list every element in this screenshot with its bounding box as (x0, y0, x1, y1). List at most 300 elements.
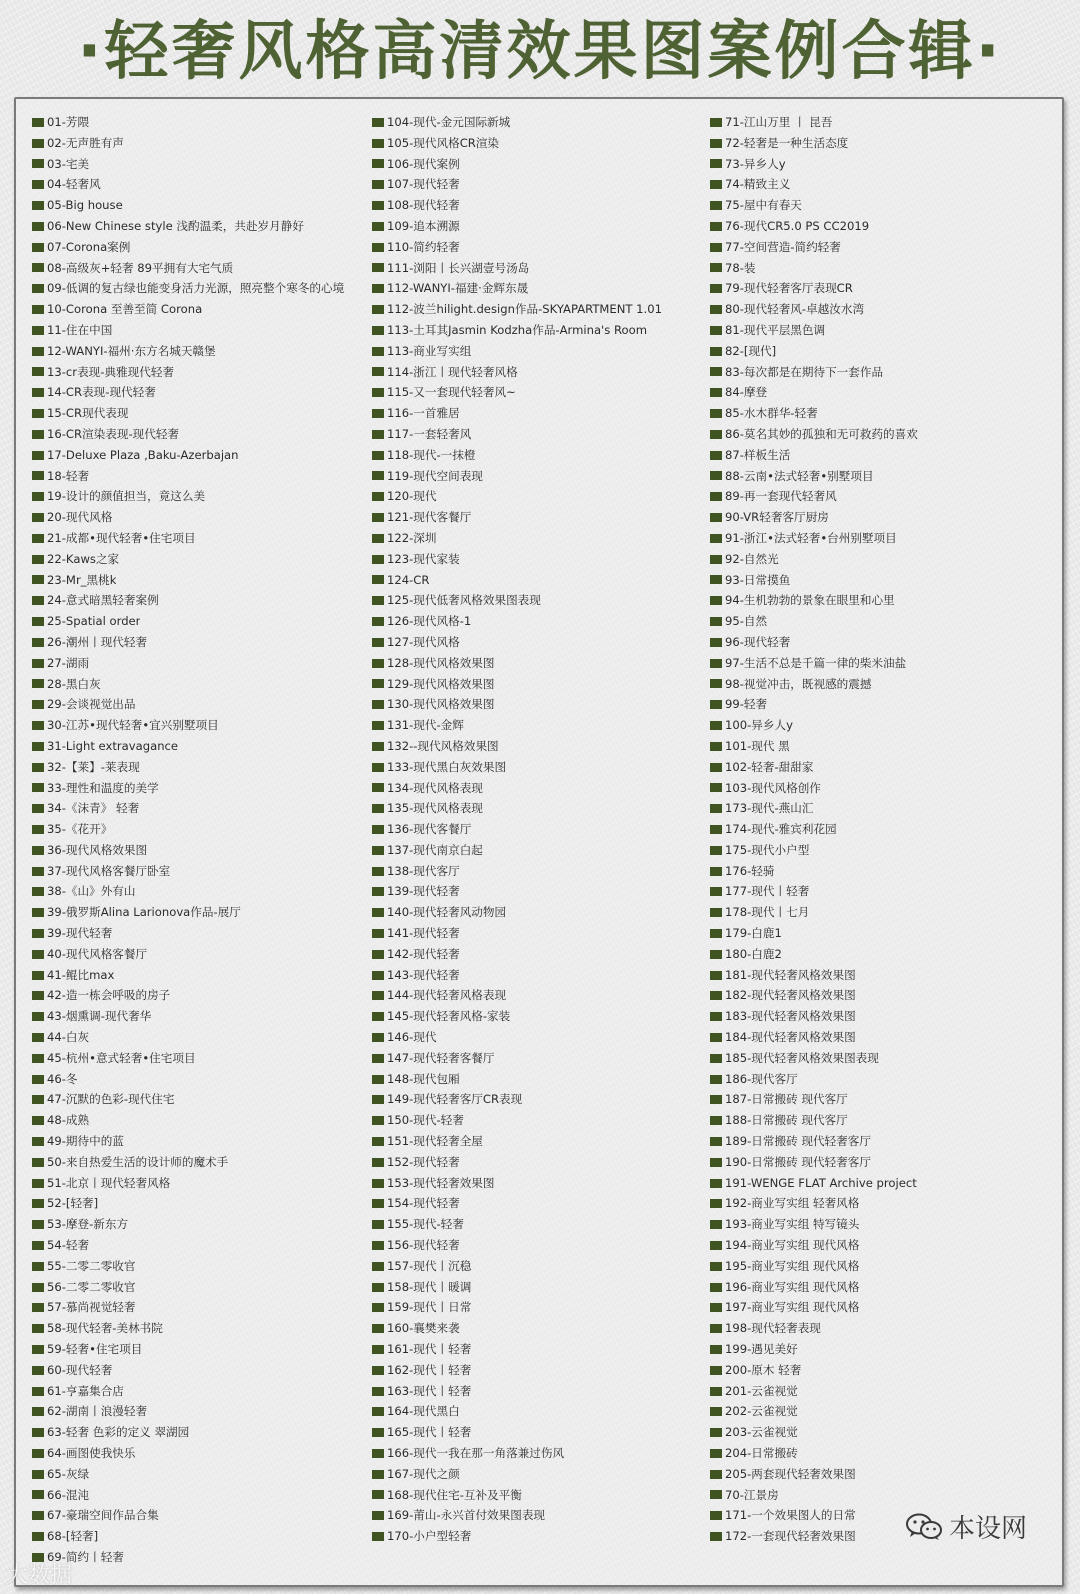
list-item-label: 118-现代-一抹橙 (387, 447, 476, 462)
folder-bullet-icon (710, 201, 722, 210)
list-item (372, 1069, 712, 1090)
folder-bullet-icon (372, 139, 384, 148)
folder-bullet-icon (372, 887, 384, 896)
list-item (32, 985, 372, 1006)
list-item-label: 173-现代-燕山汇 (725, 801, 814, 816)
folder-bullet-icon (32, 305, 44, 314)
list-item (372, 486, 712, 507)
list-item-label: 187-日常搬砖 现代客厅 (725, 1092, 848, 1107)
folder-bullet-icon (372, 971, 384, 980)
list-item-label: 119-现代空间表现 (387, 468, 483, 483)
list-item (32, 549, 372, 570)
folder-bullet-icon (32, 1075, 44, 1084)
folder-bullet-icon (372, 430, 384, 439)
list-item (372, 798, 712, 819)
folder-bullet-icon (372, 367, 384, 376)
list-item-label: 24-意式暗黑轻奢案例 (47, 593, 159, 608)
list-item-label: 06-New Chinese style 浅酌温柔，共赴岁月静好 (47, 218, 304, 233)
folder-bullet-icon (710, 1490, 722, 1499)
list-item (710, 258, 1050, 279)
list-item-label: 155-现代-轻奢 (387, 1217, 464, 1232)
list-item (372, 1235, 712, 1256)
list-item-label: 87-样板生活 (725, 447, 791, 462)
list-item (372, 736, 712, 757)
folder-bullet-icon (710, 929, 722, 938)
folder-bullet-icon (710, 1532, 722, 1541)
list-item-label: 49-期待中的蓝 (47, 1134, 124, 1149)
folder-bullet-icon (32, 1116, 44, 1125)
list-item-label: 181-现代轻奢风格效果图 (725, 967, 856, 982)
project-list-columns (16, 112, 1062, 1587)
list-item-label: 01-芳隈 (47, 115, 90, 129)
folder-bullet-icon (710, 721, 722, 730)
list-item-label: 191-WENGE FLAT Archive project (725, 1175, 917, 1190)
list-item (372, 715, 712, 736)
folder-bullet-icon (710, 867, 722, 876)
list-item (32, 424, 372, 445)
list-item-label: 104-现代-金元国际新城 (387, 115, 511, 129)
list-item-label: 159-现代丨日常 (387, 1300, 472, 1315)
list-item-label: 21-成都•现代轻奢•住宅项目 (47, 530, 196, 545)
folder-bullet-icon (32, 243, 44, 252)
folder-bullet-icon (32, 929, 44, 938)
folder-bullet-icon (710, 1387, 722, 1396)
folder-bullet-icon (372, 201, 384, 210)
folder-bullet-icon (372, 638, 384, 647)
list-item (32, 528, 372, 549)
list-item-label: 84-摩登 (725, 385, 768, 400)
list-item (32, 1048, 372, 1069)
folder-bullet-icon (32, 908, 44, 917)
list-item-label: 26-潮州丨现代轻奢 (47, 634, 148, 649)
list-item (710, 1401, 1050, 1422)
folder-bullet-icon (710, 1116, 722, 1125)
list-item-label: 16-CR渲染表现-现代轻奢 (47, 426, 180, 441)
list-item-label: 123-现代家装 (387, 551, 460, 566)
list-item (710, 341, 1050, 362)
list-item-label: 80-现代轻奢风-卓越汝水湾 (725, 302, 865, 317)
folder-bullet-icon (710, 804, 722, 813)
list-item-label: 02-无声胜有声 (47, 135, 124, 150)
list-item (32, 1381, 372, 1402)
list-item-label: 162-现代丨轻奢 (387, 1362, 472, 1377)
folder-bullet-icon (372, 409, 384, 418)
list-item-label: 169-莆山-永兴首付效果图表现 (387, 1508, 546, 1523)
list-item (710, 1256, 1050, 1277)
folder-bullet-icon (372, 908, 384, 917)
folder-bullet-icon (32, 471, 44, 480)
folder-bullet-icon (372, 1033, 384, 1042)
list-item-label: 192-商业写实组 轻奢风格 (725, 1196, 860, 1211)
folder-bullet-icon (710, 1137, 722, 1146)
list-item-label: 07-Corona案例 (47, 239, 131, 254)
folder-bullet-icon (372, 1012, 384, 1021)
list-item-label: 195-商业写实组 现代风格 (725, 1258, 860, 1273)
folder-bullet-icon (372, 929, 384, 938)
list-item-label: 105-现代风格CR渲染 (387, 135, 500, 150)
folder-bullet-icon (372, 700, 384, 709)
folder-bullet-icon (710, 596, 722, 605)
list-item-label: 157-现代丨沉稳 (387, 1258, 472, 1273)
list-item (32, 299, 372, 320)
list-item (372, 674, 712, 695)
list-item-label: 86-莫名其妙的孤独和无可救药的喜欢 (725, 426, 918, 441)
list-item (710, 1443, 1050, 1464)
list-item-label: 183-现代轻奢风格效果图 (725, 1009, 856, 1024)
folder-bullet-icon (710, 1366, 722, 1375)
list-item (32, 653, 372, 674)
list-item-label: 22-Kaws之家 (47, 551, 120, 566)
list-item (372, 1381, 712, 1402)
list-item-label: 151-现代轻奢全屋 (387, 1134, 483, 1149)
folder-bullet-icon (710, 679, 722, 688)
list-item (372, 840, 712, 861)
folder-bullet-icon (32, 679, 44, 688)
list-item-label: 147-现代轻奢客餐厅 (387, 1050, 495, 1065)
list-item (710, 798, 1050, 819)
list-item-label: 182-现代轻奢风格效果图 (725, 988, 856, 1003)
folder-bullet-icon (32, 513, 44, 522)
list-item-label: 186-现代客厅 (725, 1071, 798, 1086)
list-item-label: 196-商业写实组 现代风格 (725, 1279, 860, 1294)
list-item-label: 03-宅美 (47, 156, 90, 171)
list-item-label: 48-成熟 (47, 1113, 90, 1128)
folder-bullet-icon (710, 1012, 722, 1021)
folder-bullet-icon (372, 1407, 384, 1416)
folder-bullet-icon (32, 1054, 44, 1063)
list-item-label: 129-现代风格效果图 (387, 676, 495, 691)
folder-bullet-icon (32, 222, 44, 231)
folder-bullet-icon (372, 1095, 384, 1104)
list-item (710, 1110, 1050, 1131)
list-item (32, 1547, 372, 1568)
page-title: ·轻奢风格高清效果图案例合辑· (77, 15, 1003, 89)
list-item-label: 93-日常摸鱼 (725, 572, 791, 587)
list-item (32, 1297, 372, 1318)
list-item (32, 216, 372, 237)
folder-bullet-icon (372, 1532, 384, 1541)
list-item-label: 164-现代黑白 (387, 1404, 460, 1419)
list-item-label: 10-Corona 至善至简 Corona (47, 302, 203, 317)
list-item-label: 28-黑白灰 (47, 676, 101, 691)
list-item-label: 113-商业写实组 (387, 343, 472, 358)
list-item-label: 180-白鹿2 (725, 946, 782, 961)
folder-bullet-icon (32, 1324, 44, 1333)
folder-bullet-icon (372, 679, 384, 688)
folder-bullet-icon (32, 1199, 44, 1208)
list-item-label: 132--现代风格效果图 (387, 738, 499, 753)
list-item (372, 611, 712, 632)
folder-bullet-icon (710, 118, 722, 127)
folder-bullet-icon (32, 991, 44, 1000)
folder-bullet-icon (32, 825, 44, 834)
folder-bullet-icon (372, 575, 384, 584)
list-item (32, 1193, 372, 1214)
folder-bullet-icon (372, 1428, 384, 1437)
folder-bullet-icon (372, 222, 384, 231)
folder-bullet-icon (372, 763, 384, 772)
folder-bullet-icon (710, 1345, 722, 1354)
list-item-label: 47-沉默的色彩-现代住宅 (47, 1092, 175, 1107)
folder-bullet-icon (372, 451, 384, 460)
list-item (32, 174, 372, 195)
list-item (32, 1089, 372, 1110)
list-item (372, 1464, 712, 1485)
list-item (372, 1048, 712, 1069)
list-item (372, 1173, 712, 1194)
list-item (710, 632, 1050, 653)
list-item (372, 902, 712, 923)
list-item (710, 715, 1050, 736)
folder-bullet-icon (372, 991, 384, 1000)
folder-bullet-icon (32, 284, 44, 293)
folder-bullet-icon (372, 804, 384, 813)
list-item (372, 1297, 712, 1318)
folder-bullet-icon (710, 783, 722, 792)
list-item (32, 611, 372, 632)
list-item (710, 1089, 1050, 1110)
folder-bullet-icon (372, 118, 384, 127)
folder-bullet-icon (710, 430, 722, 439)
list-item (710, 1069, 1050, 1090)
list-item (710, 445, 1050, 466)
list-item (710, 944, 1050, 965)
folder-bullet-icon (372, 388, 384, 397)
folder-bullet-icon (710, 243, 722, 252)
list-item (372, 382, 712, 403)
list-item (710, 1339, 1050, 1360)
list-item (32, 819, 372, 840)
folder-bullet-icon (710, 1158, 722, 1167)
list-item-label: 92-自然光 (725, 551, 779, 566)
list-item-label: 184-现代轻奢风格效果图 (725, 1030, 856, 1045)
list-item (32, 278, 372, 299)
folder-bullet-icon (710, 1220, 722, 1229)
list-item (710, 590, 1050, 611)
list-item (372, 570, 712, 591)
list-item (372, 424, 712, 445)
list-item (710, 570, 1050, 591)
list-item (372, 237, 712, 258)
list-item-label: 23-Mr_黑桃k (47, 572, 117, 587)
list-item (32, 258, 372, 279)
folder-bullet-icon (32, 1449, 44, 1458)
list-item (372, 757, 712, 778)
list-item (32, 1277, 372, 1298)
folder-bullet-icon (32, 430, 44, 439)
list-item-label: 176-轻骑 (725, 863, 775, 878)
list-item-label: 20-现代风格 (47, 510, 113, 525)
list-item-label: 193-商业写实组 特写镜头 (725, 1217, 860, 1232)
list-item-label: 19-设计的颜值担当，竟这么美 (47, 489, 206, 504)
list-item (32, 112, 372, 133)
list-item-label: 103-现代风格创作 (725, 780, 821, 795)
list-item (372, 445, 712, 466)
folder-bullet-icon (372, 1220, 384, 1229)
list-item (32, 1131, 372, 1152)
list-item-label: 32-【莱】-莱表现 (47, 759, 140, 774)
list-item (710, 195, 1050, 216)
folder-bullet-icon (32, 1137, 44, 1146)
list-item-label: 153-现代轻奢效果图 (387, 1175, 495, 1190)
list-item-label: 189-日常搬砖 现代轻奢客厅 (725, 1134, 871, 1149)
list-item-label: 30-江苏•现代轻奢•宜兴别墅项目 (47, 718, 219, 733)
folder-bullet-icon (32, 1366, 44, 1375)
folder-bullet-icon (32, 617, 44, 626)
list-item-label: 102-轻奢-甜甜家 (725, 759, 814, 774)
folder-bullet-icon (710, 742, 722, 751)
list-item (710, 861, 1050, 882)
folder-bullet-icon (710, 180, 722, 189)
folder-bullet-icon (32, 721, 44, 730)
list-item (32, 1256, 372, 1277)
list-item-label: 17-Deluxe Plaza ,Baku-Azerbajan (47, 447, 239, 462)
list-item-label: 69-简约丨轻奢 (47, 1549, 124, 1564)
list-item (32, 881, 372, 902)
folder-bullet-icon (32, 1220, 44, 1229)
list-item-label: 133-现代黑白灰效果图 (387, 759, 507, 774)
folder-bullet-icon (32, 367, 44, 376)
folder-bullet-icon (32, 1241, 44, 1250)
folder-bullet-icon (710, 1075, 722, 1084)
list-item (32, 1173, 372, 1194)
list-item-label: 178-现代丨七月 (725, 905, 810, 920)
folder-bullet-icon (32, 201, 44, 210)
list-item-label: 57-慕尚视觉轻奢 (47, 1300, 136, 1315)
list-item-label: 29-会谈视觉出品 (47, 697, 136, 712)
list-item-label: 59-轻奢•住宅项目 (47, 1342, 143, 1357)
folder-bullet-icon (32, 1095, 44, 1104)
list-item-label: 112-波兰hilight.design作品-SKYAPARTMENT 1.01 (387, 302, 662, 317)
list-item-label: 81-现代平层黑色调 (725, 322, 826, 337)
folder-bullet-icon (32, 388, 44, 397)
folder-bullet-icon (710, 1324, 722, 1333)
folder-bullet-icon (710, 659, 722, 668)
list-item-label: 190-日常搬砖 现代轻奢客厅 (725, 1154, 871, 1169)
list-item (372, 258, 712, 279)
folder-bullet-icon (710, 367, 722, 376)
folder-bullet-icon (710, 1470, 722, 1479)
folder-bullet-icon (372, 846, 384, 855)
list-item-label: 146-现代 (387, 1030, 437, 1045)
folder-bullet-icon (32, 409, 44, 418)
folder-bullet-icon (32, 1179, 44, 1188)
folder-bullet-icon (32, 1407, 44, 1416)
list-item-label: 54-轻奢 (47, 1238, 90, 1253)
list-item (372, 216, 712, 237)
list-item-label: 97-生活不总是千篇一律的柴米油盐 (725, 655, 907, 670)
folder-bullet-icon (710, 1262, 722, 1271)
list-item (372, 1277, 712, 1298)
list-item (32, 1464, 372, 1485)
list-item (372, 133, 712, 154)
list-item (32, 944, 372, 965)
list-item (32, 362, 372, 383)
list-item-label: 199-遇见美好 (725, 1342, 798, 1357)
list-item (32, 403, 372, 424)
folder-bullet-icon (710, 1033, 722, 1042)
list-item (372, 174, 712, 195)
list-item (372, 1152, 712, 1173)
folder-bullet-icon (710, 513, 722, 522)
list-item-label: 77-空间营造-简约轻奢 (725, 239, 841, 254)
list-item (710, 112, 1050, 133)
list-item (372, 1089, 712, 1110)
list-item-label: 75-屋中有春天 (725, 198, 802, 213)
list-item (32, 133, 372, 154)
folder-bullet-icon (710, 1407, 722, 1416)
list-item (372, 632, 712, 653)
folder-bullet-icon (710, 1199, 722, 1208)
list-item (710, 1048, 1050, 1069)
list-item (372, 965, 712, 986)
folder-bullet-icon (372, 1262, 384, 1271)
list-item-label: 154-现代轻奢 (387, 1196, 460, 1211)
list-item-label: 174-现代-雅宾利花园 (725, 822, 837, 837)
list-item-label: 58-现代轻奢-美林书院 (47, 1321, 163, 1336)
folder-bullet-icon (32, 118, 44, 127)
list-item (372, 278, 712, 299)
folder-bullet-icon (32, 763, 44, 772)
list-item (710, 1193, 1050, 1214)
list-item-label: 51-北京丨现代轻奢风格 (47, 1175, 171, 1190)
list-item-label: 127-现代风格 (387, 634, 460, 649)
list-item (372, 466, 712, 487)
folder-bullet-icon (710, 1179, 722, 1188)
folder-bullet-icon (372, 492, 384, 501)
list-item-label: 202-云雀视觉 (725, 1404, 798, 1419)
folder-bullet-icon (372, 1158, 384, 1167)
list-item-label: 15-CR现代表现 (47, 406, 129, 421)
list-item (710, 466, 1050, 487)
folder-bullet-icon (32, 1012, 44, 1021)
list-item-label: 122-深圳 (387, 530, 437, 545)
list-item-label: 121-现代客餐厅 (387, 510, 472, 525)
folder-bullet-icon (32, 950, 44, 959)
folder-bullet-icon (372, 617, 384, 626)
list-item (32, 1110, 372, 1131)
list-item-label: 172-一套现代轻奢效果图 (725, 1529, 856, 1544)
folder-bullet-icon (372, 555, 384, 564)
folder-bullet-icon (32, 555, 44, 564)
list-item (710, 1131, 1050, 1152)
list-item (710, 965, 1050, 986)
list-item (710, 424, 1050, 445)
folder-bullet-icon (32, 492, 44, 501)
folder-bullet-icon (710, 263, 722, 272)
list-item-label: 68-[轻奢] (47, 1529, 99, 1544)
list-item-label: 204-日常搬砖 (725, 1446, 798, 1460)
list-item (32, 590, 372, 611)
folder-bullet-icon (32, 700, 44, 709)
list-item-label: 39-俄罗斯Alina Larionova作品-展厅 (47, 905, 241, 920)
list-item-label: 136-现代客餐厅 (387, 822, 472, 837)
folder-bullet-icon (710, 471, 722, 480)
list-item (710, 1214, 1050, 1235)
list-item-label: 143-现代轻奢 (387, 967, 460, 982)
folder-bullet-icon (32, 1303, 44, 1312)
list-item-label: 171-一个效果图人的日常 (725, 1508, 856, 1523)
folder-bullet-icon (710, 700, 722, 709)
list-item (710, 1297, 1050, 1318)
folder-bullet-icon (710, 846, 722, 855)
list-item-label: 04-轻奢风 (47, 177, 101, 192)
list-item (372, 1214, 712, 1235)
list-item-label: 150-现代-轻奢 (387, 1113, 464, 1128)
list-item-label: 203-云雀视觉 (725, 1425, 798, 1440)
list-item (710, 653, 1050, 674)
list-item-label: 40-现代风格客餐厅 (47, 946, 148, 961)
